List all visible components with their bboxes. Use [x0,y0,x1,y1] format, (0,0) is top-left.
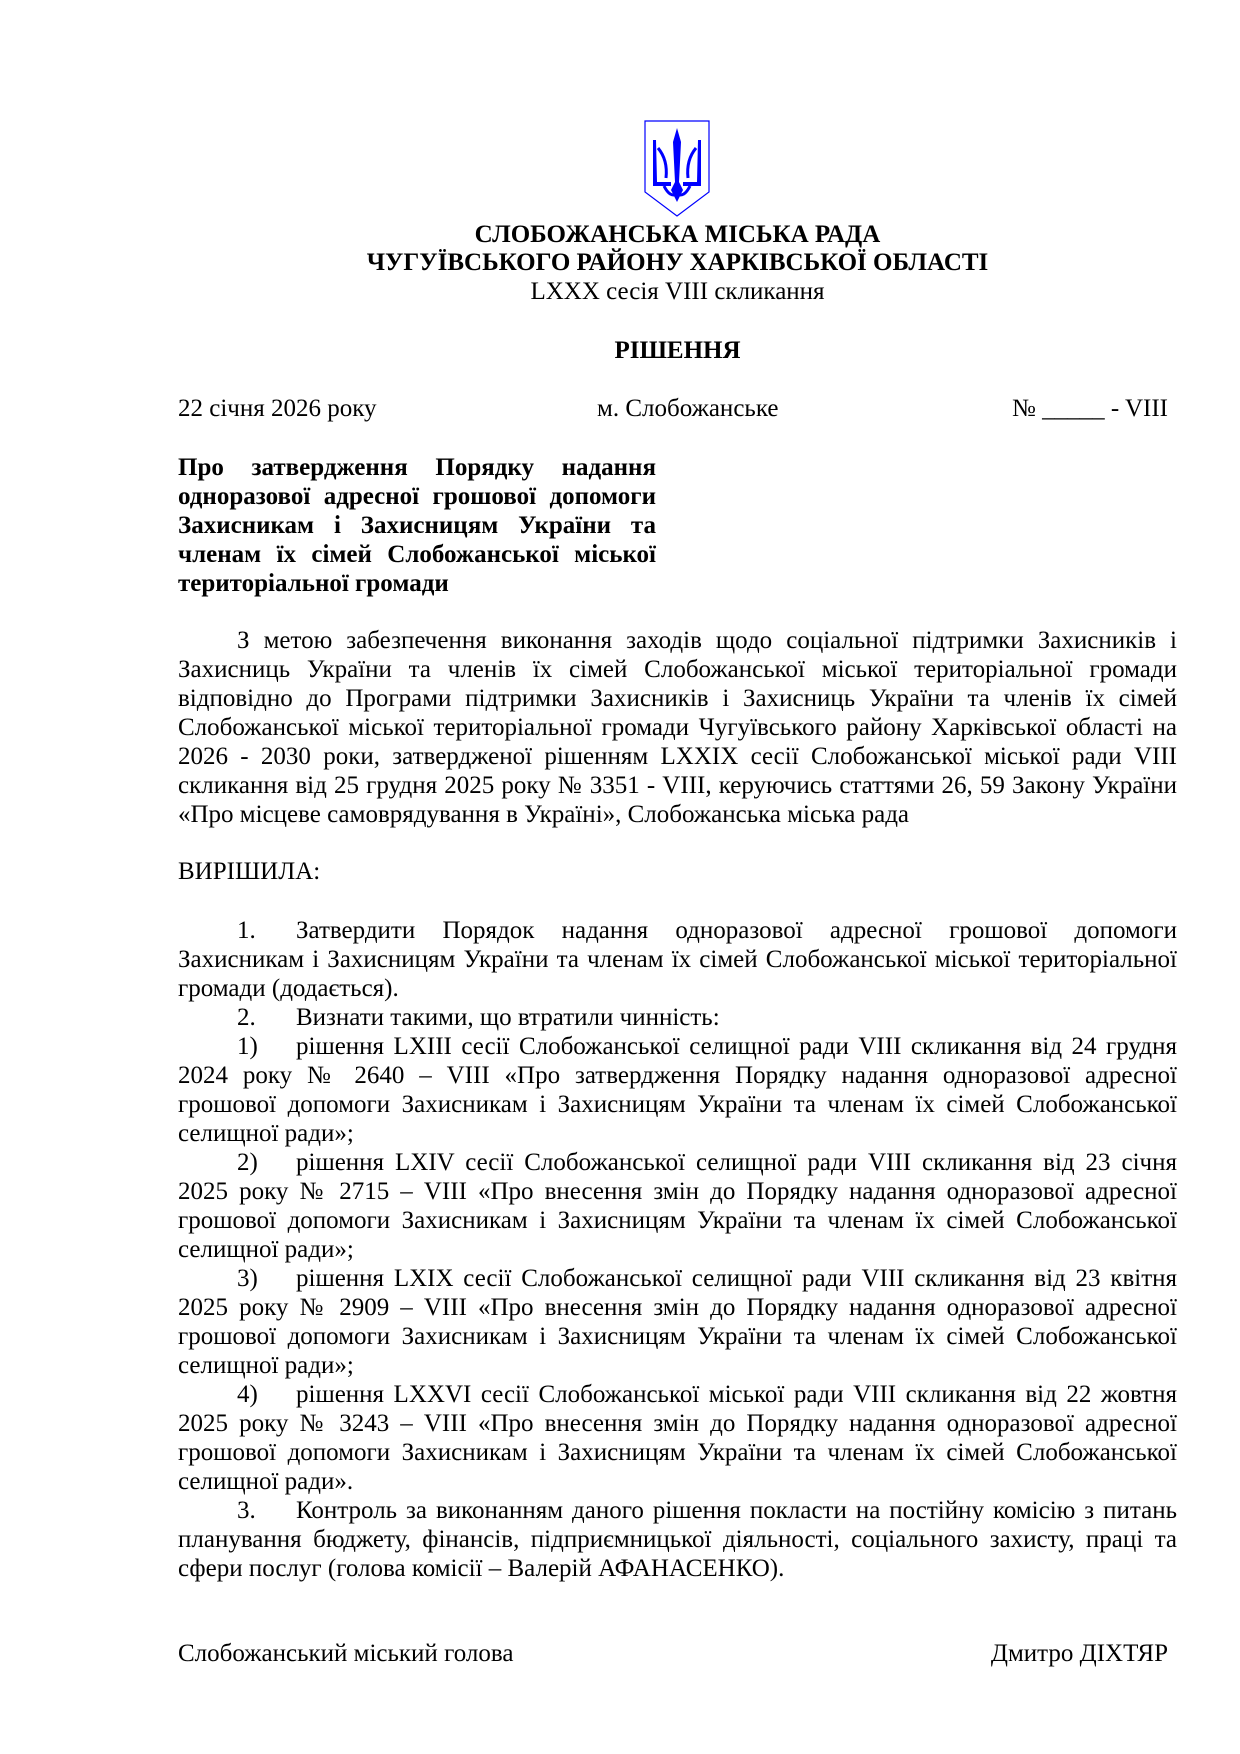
decision-items [178,916,1177,1583]
document-type: РІШЕННЯ [614,337,741,364]
list-item: 3. Контроль за виконанням даного рішення покласти на постійну комісію з питань планування бюджету, фінансів, підприємницької діяльності, соціального захисту, праці та сфери послуг (голова комісії – Валерій АФАНАСЕНКО). [178,1497,1177,1582]
decision-number: № _____ - VIII [1011,395,1168,422]
decision-place: м. Слобожанське [597,395,779,422]
preamble: З метою забезпечення виконання заходів щодо соціальної підтримки Захисників і Захисниць України та членів їх сімей Слобожанської міської територіальної громади відповідно до Програми підтримки Захисників і Захисниць України та членів їх сімей Слобожанської міської територіальної громади Чугуївського району Харківської області на 2026 - 2030 роки, затвердженої рішенням LXXIX сесії Слобожанської міської ради VIII скликання від 25 грудня 2025 року № 3351 - VIII, керуючись статтями 26, 59 Закону України «Про місцеве самоврядування в Україні», Слобожанська міська рада [178,627,1177,828]
list-item: 2. Визнати такими, що втратили чинність: [237,1004,720,1031]
list-item: 4) рішення LXXVI сесії Слобожанської міської ради VIII скликання від 22 жовтня 2025 року № 3243 – VIII «Про внесення змін до Порядку надання одноразової адресної грошової допомоги Захисникам і Захисницям України та членам їх сімей Слобожанської селищної ради». [178,1381,1177,1495]
session-line: LXXX сесія VIII скликання [530,278,825,305]
decision-subject: Про затвердження Порядку надання одноразової адресної грошової допомоги Захисникам і Захисницям України та членам їх сімей Слобожанської міської територіальної громади [178,454,656,597]
signature-name: Дмитро ДІХТЯР [990,1640,1168,1667]
district-name: ЧУГУЇВСЬКОГО РАЙОНУ ХАРКІВСЬКОЇ ОБЛАСТІ [366,249,989,276]
council-name: СЛОБОЖАНСЬКА МІСЬКА РАДА [474,221,881,248]
signature-position: Слобожанський міський голова [178,1640,514,1667]
decision-date: 22 січня 2026 року [178,395,377,422]
list-item: 2) рішення LXIV сесії Слобожанської селищної ради VIII скликання від 23 січня 2025 року № 2715 – VIII «Про внесення змін до Порядку надання одноразової адресної грошової допомоги Захисникам і Захисницям України та членам їх сімей Слобожанської селищної ради»; [178,1149,1177,1263]
list-item: 3) рішення LXIX сесії Слобожанської селищної ради VIII скликання від 23 квітня 2025 року № 2909 – VIII «Про внесення змін до Порядку надання одноразової адресної грошової допомоги Захисникам і Захисницям України та членам їх сімей Слобожанської селищної ради»; [178,1265,1177,1379]
coat-of-arms-emblem [644,120,710,217]
list-item: 1) рішення LXIII сесії Слобожанської селищної ради VIII скликання від 24 грудня 2024 року № 2640 – VIII «Про затвердження Порядку надання одноразової адресної грошової допомоги Захисникам і Захисницям України та членам їх сімей Слобожанської селищної ради»; [178,1033,1177,1147]
resolved-heading: ВИРІШИЛА: [178,858,321,885]
list-item: 1. Затвердити Порядок надання одноразової адресної грошової допомоги Захисникам і Захисницям України та членам їх сімей Слобожанської міської територіальної громади (додається). [178,917,1177,1002]
